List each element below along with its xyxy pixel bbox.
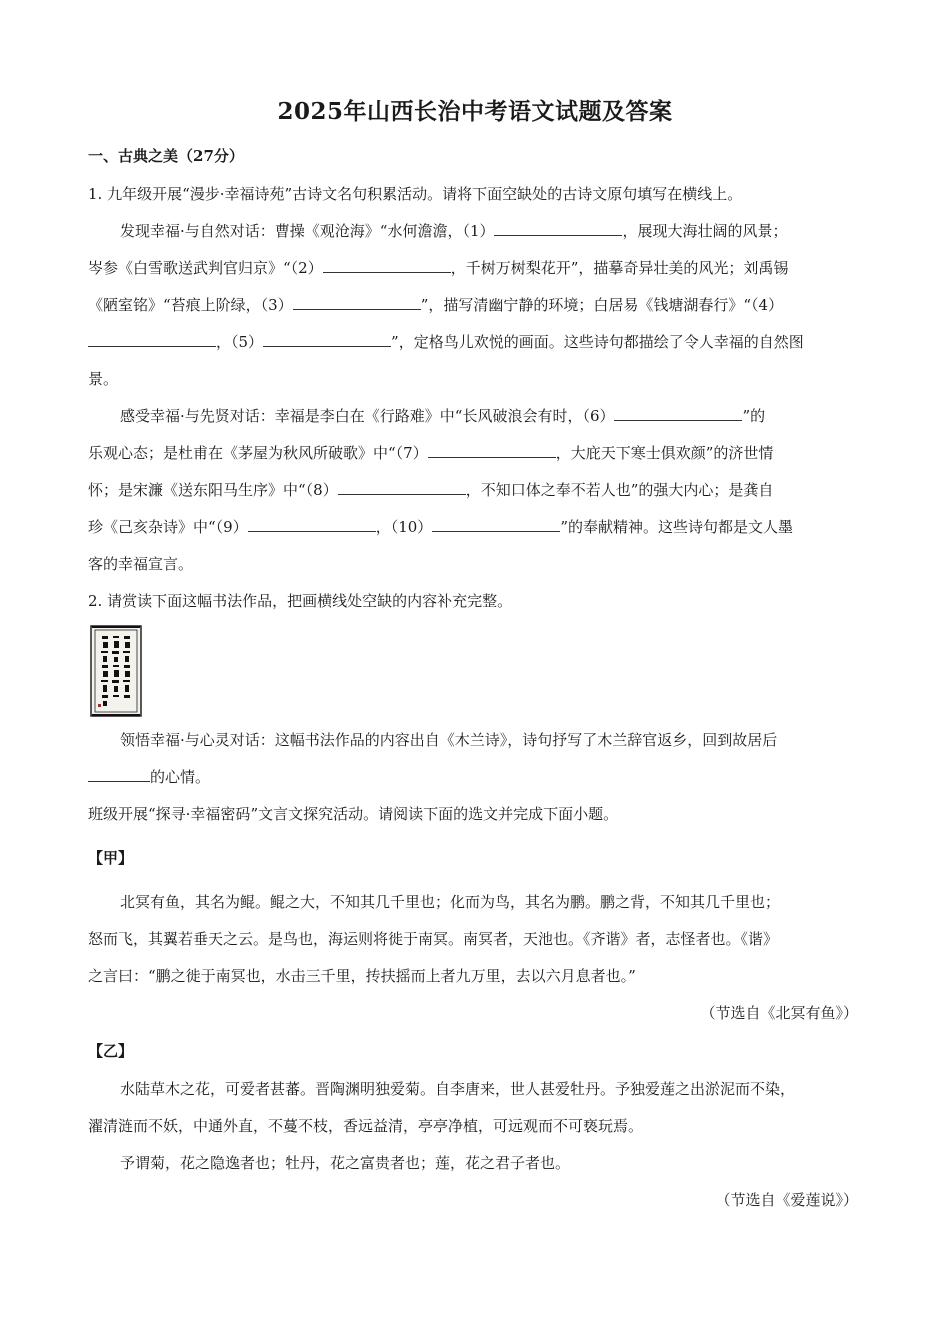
q1-paragraph-2-line-5: 客的幸福宣言。: [88, 555, 194, 573]
passage-yi-label: 【乙】: [88, 1042, 134, 1060]
q1-paragraph-1-line-2: 岑参《白雪歌送武判官归京》“（2） ，千树万树梨花开”，描摹奇异壮美的风光；刘禹锡: [88, 259, 789, 277]
answer-blank-10: [432, 517, 560, 532]
question-2-intro: 2. 请赏读下面这幅书法作品，把画横线处空缺的内容补充完整。: [88, 592, 513, 610]
q1-paragraph-2-line-2: 乐观心态；是杜甫在《茅屋为秋风所破歌》中“（7） ，大庇天下寒士俱欢颜”的济世情: [88, 444, 774, 462]
answer-blank-3: [293, 295, 421, 310]
answer-blank-8: [338, 480, 466, 495]
calligraphy-image: [90, 624, 142, 718]
q1-paragraph-1-line-5: 景。: [88, 370, 119, 388]
answer-blank-4: [88, 332, 216, 347]
passage-yi-line-1: 水陆草木之花，可爱者甚蕃。晋陶渊明独爱菊。自李唐来，世人甚爱牡丹。予独爱莲之出淤泥而不染，: [120, 1080, 796, 1098]
q1-paragraph-1-line-4: ，（5） ”，定格鸟儿欢悦的画面。这些诗句都描绘了令人幸福的自然图: [88, 332, 863, 352]
q1-paragraph-2-line-4: 珍《己亥杂诗》中“（9） ，（10） ”的奉献精神。这些诗句都是文人墨: [88, 518, 793, 536]
passage-jia-label: 【甲】: [88, 849, 134, 867]
question-1-intro: 1. 九年级开展“漫步·幸福诗苑”古诗文名句积累活动。请将下面空缺处的古诗文原句填写在横线上。: [88, 185, 743, 203]
answer-blank-7: [428, 443, 556, 458]
answer-blank-6: [614, 406, 742, 421]
q1-paragraph-1-line-3: 《陋室铭》“苔痕上阶绿，（3） ”，描写清幽宁静的环境；白居易《钱塘湖春行》“（4）: [88, 296, 784, 314]
passage-jia-line-3: 之言曰：“鹏之徙于南冥也，水击三千里，抟扶摇而上者九万里，去以六月息者也。”: [88, 967, 636, 985]
passage-yi-line-2: 濯清涟而不妖，中通外直，不蔓不枝，香远益清，亭亭净植，可远观而不可亵玩焉。: [88, 1117, 644, 1135]
section-heading: 一、古典之美（27分）: [88, 147, 244, 165]
q2-paragraph-line-2: 的心情。: [88, 767, 863, 787]
q1-paragraph-1-line-1: 发现幸福·与自然对话：曹操《观沧海》“水何澹澹，（1） ，展现大海壮阔的风景；: [120, 222, 788, 240]
answer-blank-9: [248, 517, 376, 532]
answer-blank-q2: [88, 767, 150, 782]
q2-paragraph-line-1: 领悟幸福·与心灵对话：这幅书法作品的内容出自《木兰诗》，诗句抒写了木兰辞官返乡，回到故居后: [120, 731, 778, 749]
passage-jia-source: （节选自《北冥有鱼》）: [700, 1004, 858, 1022]
answer-blank-2: [323, 258, 451, 273]
page-title: 2025年山西长治中考语文试题及答案: [277, 98, 673, 125]
passage-jia-line-1: 北冥有鱼，其名为鲲。鲲之大，不知其几千里也；化而为鸟，其名为鹏。鹏之背，不知其几千里也；: [120, 893, 781, 911]
activity-intro: 班级开展“探寻·幸福密码”文言文探究活动。请阅读下面的选文并完成下面小题。: [88, 805, 619, 823]
answer-blank-1: [494, 221, 622, 236]
passage-yi-line-3: 予谓菊，花之隐逸者也；牡丹，花之富贵者也；莲，花之君子者也。: [120, 1154, 571, 1172]
answer-blank-5: [263, 332, 391, 347]
q1-paragraph-2-line-1: 感受幸福·与先贤对话：幸福是李白在《行路难》中“长风破浪会有时，（6） ”的: [120, 407, 766, 425]
passage-yi-source: （节选自《爱莲说》）: [715, 1191, 858, 1209]
q1-paragraph-2-line-3: 怀；是宋濂《送东阳马生序》中“（8） ，不知口体之奉不若人也”的强大内心；是龚自: [88, 481, 774, 499]
passage-jia-line-2: 怒而飞，其翼若垂天之云。是鸟也，海运则将徙于南冥。南冥者，天池也。《齐谐》者，志怪者也。《谐》: [88, 930, 779, 948]
